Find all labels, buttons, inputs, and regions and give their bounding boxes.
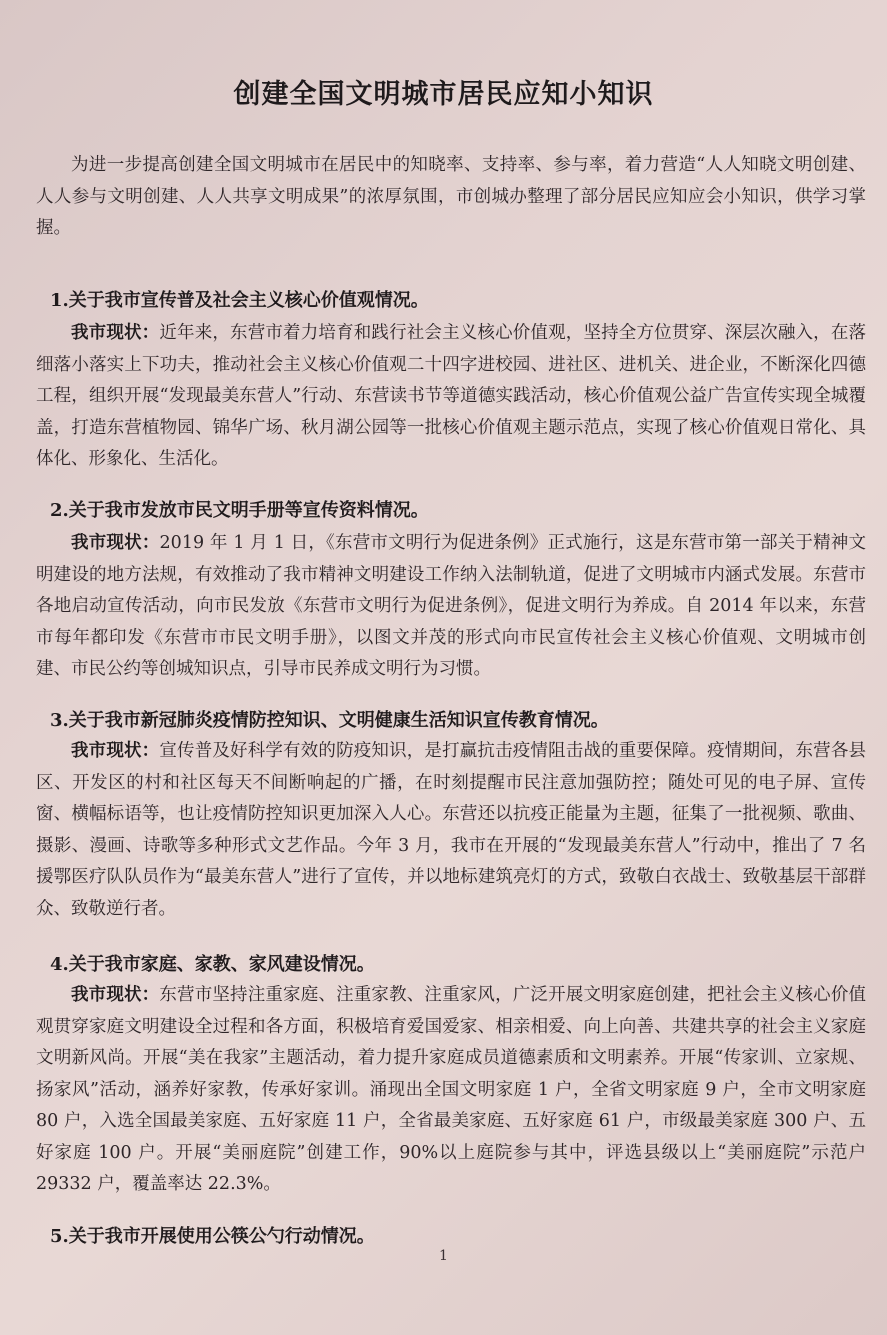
section-1-heading: 1.关于我市宣传普及社会主义核心价值观情况。 [50,290,429,311]
section-4-text: 东营市坚持注重家庭、注重家教、注重家风，广泛开展文明家庭创建，把社会主义核心价值观贯穿家庭文明建设全过程和各方面，积极培育爱国爱家、相亲相爱、向上向善、共建共享的社会主义家庭文明新风尚。开展“美在我家”主题活动，着力提升家庭成员道德素质和文明素养。开展“传家训、立家规、扬家风”活动，涵养好家教，传承好家训。涌现出全国文明家庭 1 户，全省文明家庭 9 户，全市文明家庭 80 户，入选全国最美家庭、五好家庭 11 户，全省最美家庭、五好家庭 61 户，市级最美家庭 300 户、五好家庭 100 户。开展“美丽庭院”创建工作，90%以上庭院参与其中，评选县级以上“美丽庭院”示范户 29332 户，覆盖率达 22.3%。 [36,985,867,1194]
document-title: 创建全国文明城市居民应知小知识 [233,79,654,110]
intro-paragraph: 为进一步提高创建全国文明城市在居民中的知晓率、支持率、参与率，着力营造“人人知晓文明创建、人人参与文明创建、人人共享文明成果”的浓厚氛围，市创城办整理了部分居民应知应会小知识，供学习掌握。 [36,155,866,238]
section-2-paragraph [36,528,866,686]
section-1-text: 近年来，东营市着力培育和践行社会主义核心价值观，坚持全方位贯穿、深层次融入，在落细落小落实上下功夫，推动社会主义核心价值观二十四字进校园、进社区、进机关、进企业，不断深化四德工程，组织开展“发现最美东营人”行动、东营读书节等道德实践活动，核心价值观公益广告宣传实现全城覆盖，打造东营植物园、锦华广场、秋月湖公园等一批核心价值观主题示范点，实现了核心价值观日常化、具体化、形象化、生活化。 [36,323,867,469]
section-3-text: 宣传普及好科学有效的防疫知识，是打赢抗击疫情阻击战的重要保障。疫情期间，东营各县区、开发区的村和社区每天不间断响起的广播，在时刻提醒市民注意加强防控；随处可见的电子屏、宣传窗、横幅标语等，也让疫情防控知识更加深入人心。东营还以抗疫正能量为主题，征集了一批视频、歌曲、摄影、漫画、诗歌等多种形式文艺作品。今年 3 月，我市在开展的“发现最美东营人”行动中，推出了 7 名援鄂医疗队队员作为“最美东营人”进行了宣传，并以地标建筑亮灯的方式，致敬白衣战士、致敬基层干部群众、致敬逆行者。 [36,741,867,919]
section-3-heading: 3.关于我市新冠肺炎疫情防控知识、文明健康生活知识宣传教育情况。 [50,710,609,731]
section-2-label: 我市现状： [71,533,160,553]
section-5-heading: 5.关于我市开展使用公筷公勺行动情况。 [50,1226,375,1247]
section-4-heading: 4.关于我市家庭、家教、家风建设情况。 [50,954,375,975]
section-4-label: 我市现状： [71,985,160,1005]
section-3-paragraph [36,736,866,925]
section-4-paragraph [36,980,866,1201]
section-2-text: 2019 年 1 月 1 日，《东营市文明行为促进条例》正式施行，这是东营市第一部关于精神文明建设的地方法规，有效推动了我市精神文明建设工作纳入法制轨道，促进了文明城市内涵式发展。东营市各地启动宣传活动，向市民发放《东营市文明行为促进条例》，促进文明行为养成。自 2014 年以来，东营市每年都印发《东营市市民文明手册》，以图文并茂的形式向市民宣传社会主义核心价值观、文明城市创建、市民公约等创城知识点，引导市民养成文明行为习惯。 [36,533,867,679]
section-1-label: 我市现状： [71,323,160,343]
page-number: 1 [439,1248,448,1264]
section-2-heading: 2.关于我市发放市民文明手册等宣传资料情况。 [50,500,429,521]
section-3-label: 我市现状： [71,741,160,761]
section-1-paragraph [36,318,866,476]
